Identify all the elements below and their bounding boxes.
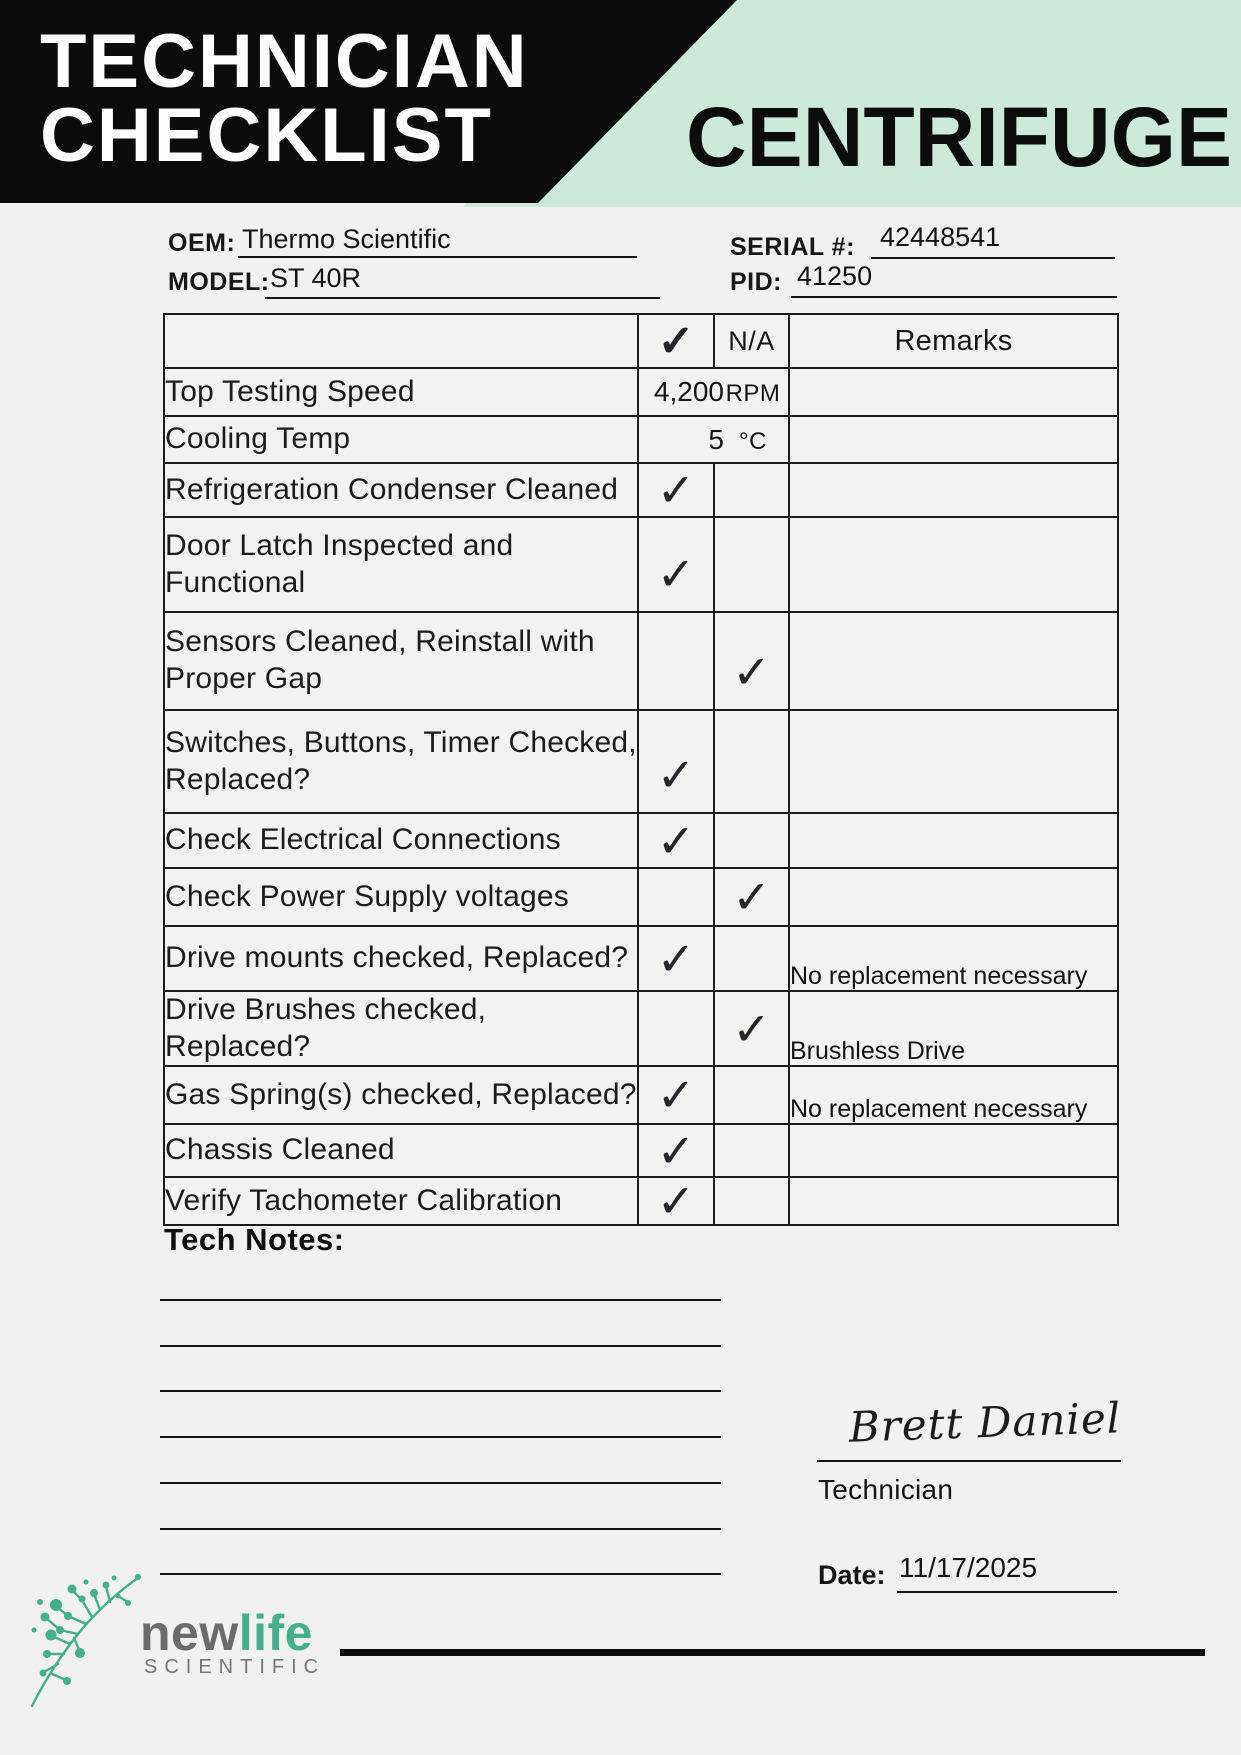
tech-notes-heading: Tech Notes: (164, 1222, 345, 1257)
check-cell[interactable] (638, 868, 714, 926)
equipment-type-title: CENTRIFUGE (686, 90, 1232, 184)
checklist-row (164, 416, 1118, 463)
value-cell[interactable] (638, 416, 789, 463)
row-label: Verify Tachometer Calibration (164, 1177, 638, 1225)
tech-notes-line[interactable] (160, 1345, 721, 1347)
oem-label: OEM: (168, 229, 236, 257)
tech-notes-line[interactable] (160, 1436, 721, 1438)
row-label: Gas Spring(s) checked, Replaced? (164, 1066, 638, 1124)
technician-role-label: Technician (818, 1474, 954, 1505)
row-label: Sensors Cleaned, Reinstall with Proper Gap (164, 612, 638, 710)
model-underline (265, 297, 660, 299)
na-cell[interactable] (714, 1124, 789, 1177)
tech-notes-line[interactable] (160, 1573, 721, 1575)
check-cell[interactable]: ✓ (638, 517, 714, 612)
checklist-row (164, 517, 1118, 612)
row-label: Drive Brushes checked, Replaced? (164, 991, 638, 1066)
wordmark-life: life (238, 1605, 313, 1661)
oem-value[interactable]: Thermo Scientific (242, 224, 451, 254)
check-cell[interactable]: ✓ (638, 1124, 714, 1177)
remark-cell[interactable] (789, 612, 1118, 710)
row-label: Top Testing Speed (164, 368, 638, 416)
tech-notes-line[interactable] (160, 1299, 721, 1301)
remark-cell[interactable] (789, 463, 1118, 517)
remark-cell[interactable] (789, 368, 1118, 416)
document-title-line2: CHECKLIST (40, 93, 493, 178)
model-label: MODEL: (168, 268, 270, 296)
checklist-row (164, 991, 1118, 1066)
check-cell[interactable]: ✓ (638, 463, 714, 517)
serial-value[interactable]: 42448541 (880, 222, 1001, 252)
row-label: Switches, Buttons, Timer Checked, Replaced? (164, 710, 638, 813)
pid-label: PID: (730, 268, 782, 296)
na-cell[interactable] (714, 710, 789, 813)
na-cell[interactable] (714, 517, 789, 612)
technician-signature[interactable]: Brett Daniel (848, 1393, 1122, 1452)
row-label: Chassis Cleaned (164, 1124, 638, 1177)
remark-cell[interactable] (789, 517, 1118, 612)
checklist-header-row (164, 314, 1118, 368)
remark-cell[interactable] (789, 710, 1118, 813)
remark-cell[interactable]: Brushless Drive (789, 991, 1118, 1066)
checklist-row (164, 463, 1118, 517)
checklist-row (164, 1066, 1118, 1124)
date-label: Date: (818, 1560, 886, 1590)
measured-unit: °C (739, 427, 767, 455)
newlife-leaf-icon (22, 1572, 147, 1715)
checklist-row (164, 926, 1118, 991)
tech-notes-line[interactable] (160, 1390, 721, 1392)
row-label: Refrigeration Condenser Cleaned (164, 463, 638, 517)
header-empty-cell (164, 314, 638, 368)
wordmark-new: new (140, 1605, 239, 1661)
measured-value: 4,200 (653, 376, 724, 407)
checklist-table (163, 313, 1119, 1229)
row-label: Check Power Supply voltages (164, 868, 638, 926)
na-cell[interactable] (714, 813, 789, 868)
header-check-icon: ✓ (638, 314, 714, 368)
remark-cell[interactable]: No replacement necessary (789, 1066, 1118, 1124)
row-label: Cooling Temp (164, 416, 638, 463)
serial-label: SERIAL #: (730, 233, 855, 261)
tech-notes-line[interactable] (160, 1528, 721, 1530)
na-cell[interactable]: ✓ (714, 991, 789, 1066)
na-cell[interactable] (714, 463, 789, 517)
date-underline (897, 1591, 1117, 1593)
remark-cell[interactable] (789, 1177, 1118, 1225)
row-label: Drive mounts checked, Replaced? (164, 926, 638, 991)
remark-cell[interactable] (789, 813, 1118, 868)
document-title-line1: TECHNICIAN (40, 19, 529, 104)
value-cell[interactable] (638, 368, 789, 416)
check-cell[interactable] (638, 991, 714, 1066)
header-remarks-label: Remarks (789, 314, 1118, 368)
check-cell[interactable]: ✓ (638, 813, 714, 868)
serial-underline (871, 257, 1115, 259)
measured-unit: RPM (725, 380, 781, 407)
na-cell[interactable] (714, 1177, 789, 1225)
date-value[interactable]: 11/17/2025 (899, 1552, 1038, 1583)
pid-underline (791, 296, 1117, 298)
tech-notes-line[interactable] (160, 1482, 721, 1484)
check-cell[interactable]: ✓ (638, 710, 714, 813)
check-cell[interactable]: ✓ (638, 926, 714, 991)
newlife-wordmark (140, 1605, 313, 1661)
na-cell[interactable] (714, 1066, 789, 1124)
checklist-row (164, 868, 1118, 926)
oem-underline (238, 256, 637, 258)
wordmark-scientific: SCIENTIFIC (144, 1656, 326, 1678)
remark-cell[interactable] (789, 1124, 1118, 1177)
check-cell[interactable] (638, 612, 714, 710)
header-na-label: N/A (714, 314, 789, 368)
signature-underline (817, 1460, 1121, 1462)
checklist-row (164, 813, 1118, 868)
na-cell[interactable] (714, 926, 789, 991)
na-cell[interactable]: ✓ (714, 612, 789, 710)
checklist-row (164, 1124, 1118, 1177)
check-cell[interactable]: ✓ (638, 1066, 714, 1124)
check-cell[interactable]: ✓ (638, 1177, 714, 1225)
remark-cell[interactable] (789, 416, 1118, 463)
checklist-table-body (164, 368, 1118, 1229)
na-cell[interactable]: ✓ (714, 868, 789, 926)
remark-cell[interactable]: No replacement necessary (789, 926, 1118, 991)
pid-value[interactable]: 41250 (797, 261, 873, 291)
checklist-row (164, 1177, 1118, 1225)
row-label: Door Latch Inspected and Functional (164, 517, 638, 612)
checklist-row (164, 368, 1118, 416)
row-label: Check Electrical Connections (164, 813, 638, 868)
measured-value: 5 (708, 423, 724, 455)
footer-divider-rule (340, 1649, 1205, 1656)
remark-cell[interactable] (789, 868, 1118, 926)
checklist-row (164, 612, 1118, 710)
checklist-row (164, 710, 1118, 813)
model-value[interactable]: ST 40R (270, 263, 362, 293)
